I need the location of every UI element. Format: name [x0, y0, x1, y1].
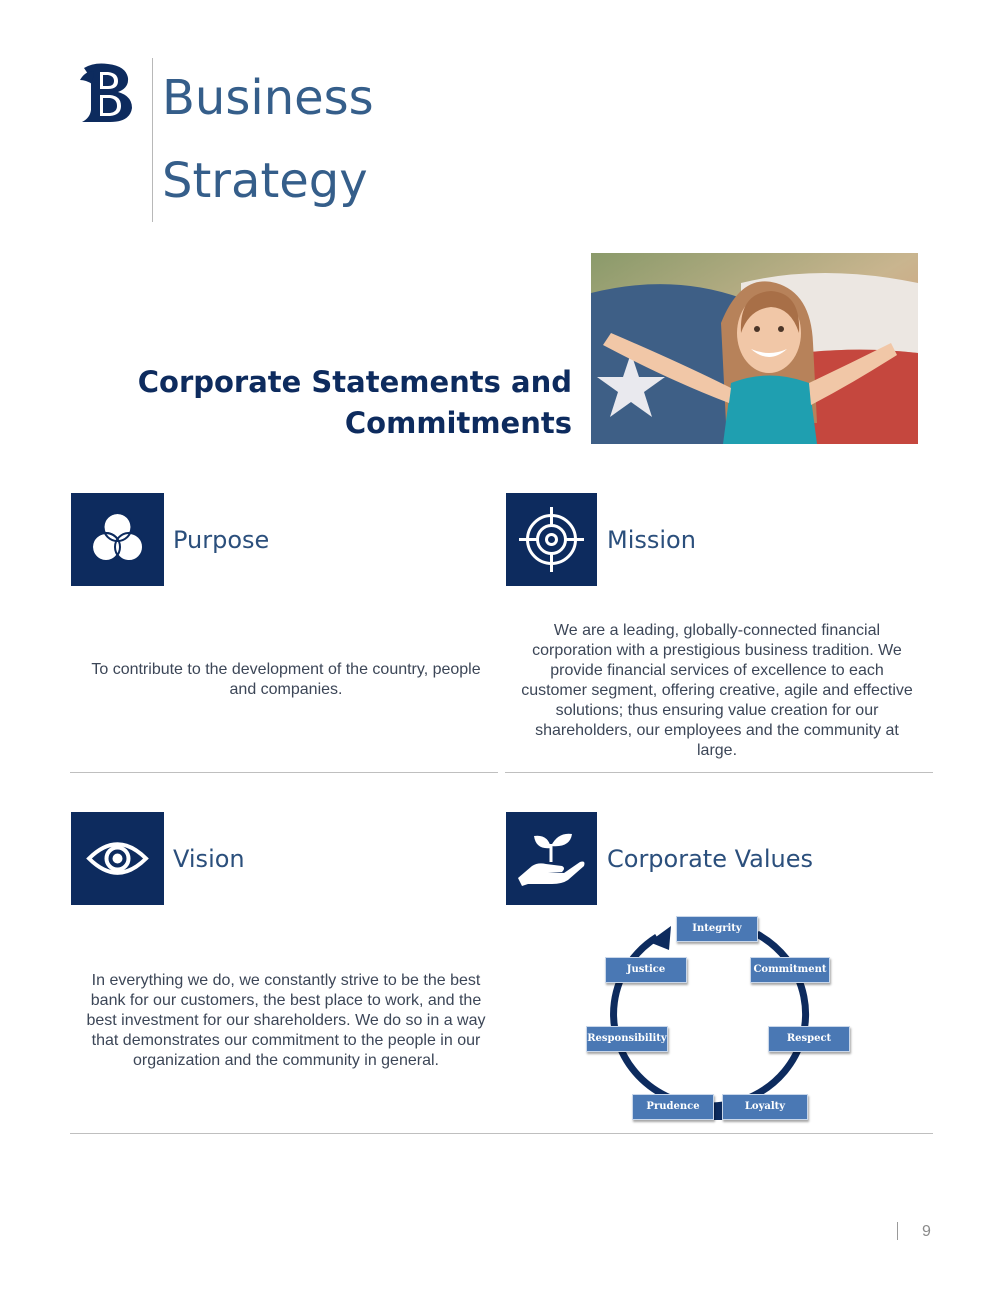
value-loyalty: Loyalty — [722, 1094, 808, 1120]
values-cycle-diagram — [585, 912, 853, 1124]
mission-label: Mission — [607, 526, 696, 554]
header-divider — [152, 58, 153, 222]
value-prudence: Prudence — [632, 1094, 714, 1120]
divider-rule — [70, 1133, 933, 1134]
footer-separator — [897, 1222, 898, 1240]
eye-icon — [71, 812, 164, 905]
value-integrity: Integrity — [676, 916, 758, 942]
page-title-line2: Strategy — [162, 153, 368, 209]
value-responsibility: Responsibility — [586, 1026, 668, 1052]
value-justice: Justice — [605, 957, 687, 983]
values-tile — [506, 812, 597, 905]
value-respect: Respect — [768, 1026, 850, 1052]
divider-rule — [505, 772, 933, 773]
cycle-ring — [585, 912, 853, 1124]
subheading-line1: Corporate Statements and — [137, 365, 572, 399]
target-icon — [506, 493, 597, 586]
section-subheading — [120, 362, 572, 444]
hand-plant-icon — [506, 812, 597, 905]
vision-text: In everything we do, we constantly strive to be the best bank for our customers, the best place to work, and the best investment for our shareholders. We do so in a way that demonstrates our commitment to the people in our organization and the community in general. — [86, 972, 486, 1069]
value-commitment: Commitment — [750, 957, 830, 983]
subheading-line2: Commitments — [344, 406, 572, 440]
vision-tile — [71, 812, 164, 905]
mission-text: We are a leading, globally-connected financial corporation with a prestigious business tradition. We provide financial services of excellence to each customer segment, offering creative, agile and effective solutions; thus ensuring value creation for our shareholders, our employees and the community at large. — [521, 622, 913, 759]
purpose-text: To contribute to the development of the country, people and companies. — [91, 661, 481, 698]
values-label: Corporate Values — [607, 845, 814, 873]
photo-girl-with-flag — [591, 253, 918, 444]
purpose-label: Purpose — [173, 526, 270, 554]
bank-logo-icon — [78, 60, 136, 126]
page-title-line1: Business — [162, 70, 374, 126]
purpose-tile — [71, 493, 164, 586]
divider-rule — [70, 772, 498, 773]
mission-tile — [506, 493, 597, 586]
venn-circles-icon — [71, 493, 164, 586]
vision-label: Vision — [173, 845, 245, 873]
page-number: 9 — [922, 1223, 931, 1240]
